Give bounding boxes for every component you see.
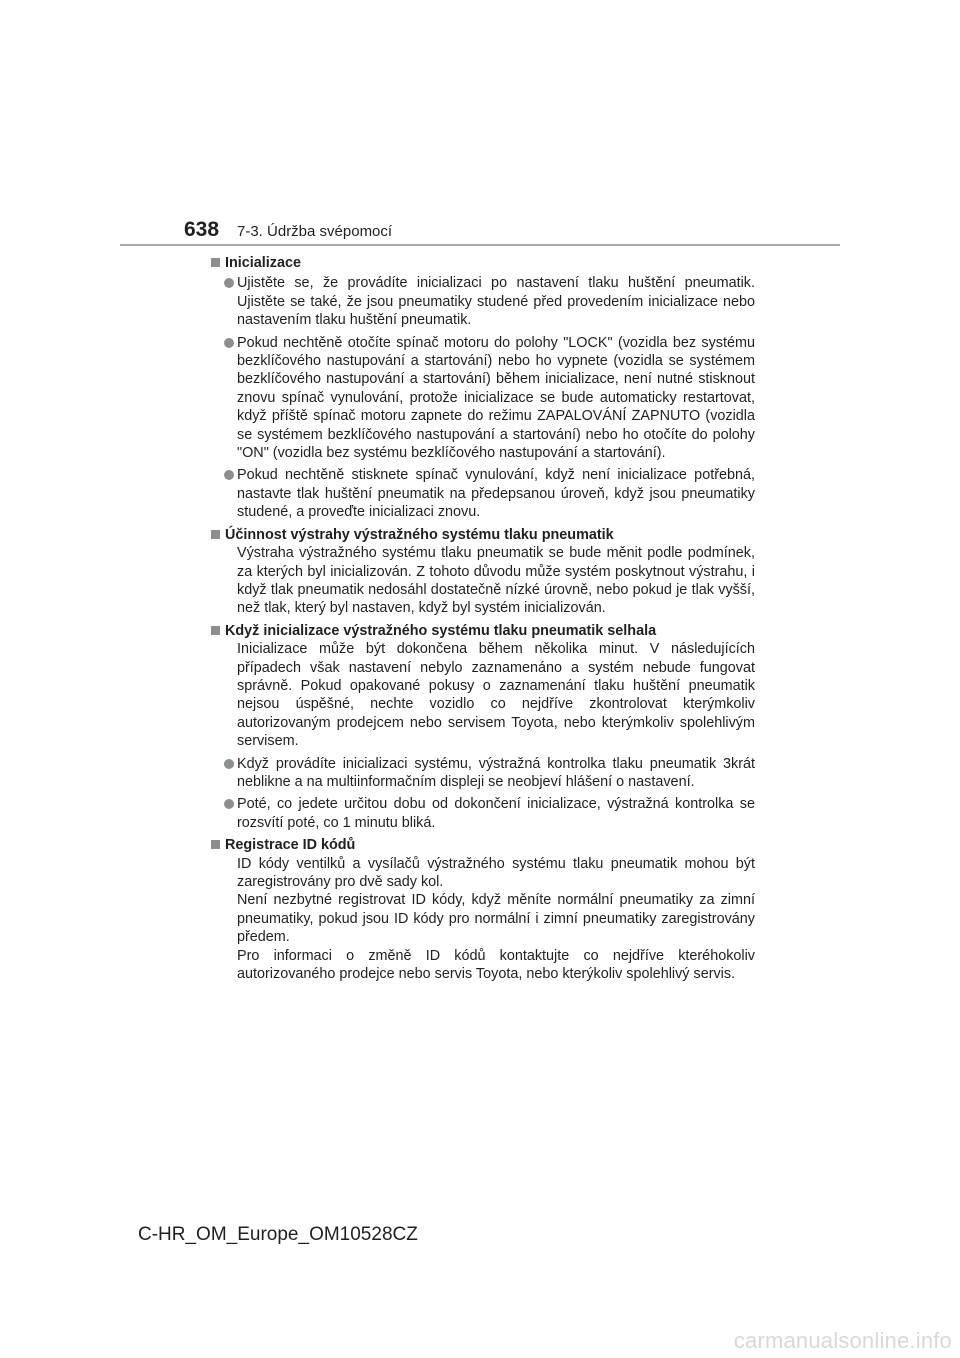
heading-text: Registrace ID kódů (225, 837, 356, 854)
paragraph: Výstraha výstražného systému tlaku pneumatik se bude měnit podle podmínek, za kterých byl inicializován. Z tohoto důvodu může systém poskytnout výstrahu, i když tlak pneumatik nedosáhl dostatečně nízké úrovně, nebo pokud je tlak vyšší, než tlak, který byl nastaven, když byl systém inicializován. (237, 545, 755, 617)
section-inicializace-selhala (210, 622, 755, 832)
square-bullet-icon (211, 530, 220, 539)
document-code: C-HR_OM_Europe_OM10528CZ (138, 1224, 418, 1245)
circle-bullet-icon (224, 338, 234, 348)
header-divider (120, 244, 840, 246)
paragraph: Pro informaci o změně ID kódů kontaktujte co nejdříve kteréhokoliv autorizovaného prodejce nebo servis Toyota, nebo kterýkoliv spolehlivý servis. (237, 947, 755, 983)
square-bullet-icon (211, 626, 220, 635)
page-number: 638 (184, 218, 220, 241)
circle-bullet-icon (224, 759, 234, 769)
circle-bullet-icon (224, 470, 234, 480)
square-bullet-icon (211, 258, 220, 267)
list-item (210, 274, 755, 329)
page-content (210, 254, 755, 983)
list-item (210, 795, 755, 832)
list-item (210, 334, 755, 463)
circle-bullet-icon (224, 278, 234, 288)
section-heading (210, 526, 755, 544)
list-item-text: Ujistěte se, že provádíte inicializaci po nastavení tlaku huštění pneumatik. Ujistěte se také, že jsou pneumatiky studené před provedením inicializace nebo nastavením tlaku huštění pneumatik. (237, 275, 755, 329)
section-heading (210, 254, 755, 272)
watermark: carmanualsonline.info (733, 1328, 952, 1353)
list-item-text: Pokud nechtěně otočíte spínač motoru do polohy "LOCK" (vozidla bez systému bezklíčového nastupování a startování) nebo ho vypnete (vozidla se systémem bezklíčového nastupování a startování) během inicializace, není nutné stisknout znovu spínač vynulování, protože inicializace se bude automaticky restartovat, když příště spínač motoru zapnete do režimu ZAPALOVÁNÍ ZAPNUTO (vozidla se systémem bezklíčového nastupování a startování) nebo ho otočíte do polohy "ON" (vozidla bez systému bezklíčového nastupování a startování). (237, 334, 755, 462)
list-item-text: Poté, co jedete určitou dobu od dokončení inicializace, výstražná kontrolka se rozsvítí poté, co 1 minutu bliká. (237, 796, 755, 831)
heading-text: Když inicializace výstražného systému tlaku pneumatik selhala (225, 622, 657, 639)
list-item-text: Pokud nechtěně stisknete spínač vynulování, když není inicializace potřebná, nastavte tlak huštění pneumatik na předepsanou úroveň, když jsou pneumatiky studené, a proveďte inicializaci znovu. (237, 467, 755, 521)
section-title: 7-3. Údržba svépomocí (237, 223, 393, 240)
section-registrace-id (210, 836, 755, 983)
paragraph: Není nezbytné registrovat ID kódy, když měníte normální pneumatiky za zimní pneumatiky, pokud jsou ID kódy pro normální i zimní pneumatiky zaregistrovány předem. (237, 892, 755, 946)
heading-text: Účinnost výstrahy výstražného systému tlaku pneumatik (225, 526, 614, 543)
heading-text: Inicializace (225, 255, 301, 271)
square-bullet-icon (211, 840, 220, 849)
list-item (210, 755, 755, 792)
list-item-text: Když provádíte inicializaci systému, výstražná kontrolka tlaku pneumatik 3krát neblikne a na multiinformačním displeji se neobjeví hlášení o nastavení. (237, 755, 755, 790)
section-inicializace (210, 254, 755, 522)
section-heading (210, 622, 755, 640)
circle-bullet-icon (224, 799, 234, 809)
section-ucinnost-vystrahy (210, 526, 755, 618)
section-heading (210, 836, 755, 854)
list-item (210, 466, 755, 521)
paragraph: Inicializace může být dokončena během několika minut. V následujících případech však nastavení nebylo zaznamenáno a systém nebude fungovat správně. Pokud opakované pokusy o zaznamenání tlaku huštění pneumatik nejsou úspěšné, nechte vozidlo co nejdříve zkontrolovat kterýmkoliv autorizovaným prodejcem nebo servisem Toyota, nebo kterýmkoliv spolehlivým servisem. (237, 641, 755, 750)
paragraph: ID kódy ventilků a vysílačů výstražného systému tlaku pneumatik mohou být zaregistrovány pro dvě sady kol. (237, 855, 755, 890)
